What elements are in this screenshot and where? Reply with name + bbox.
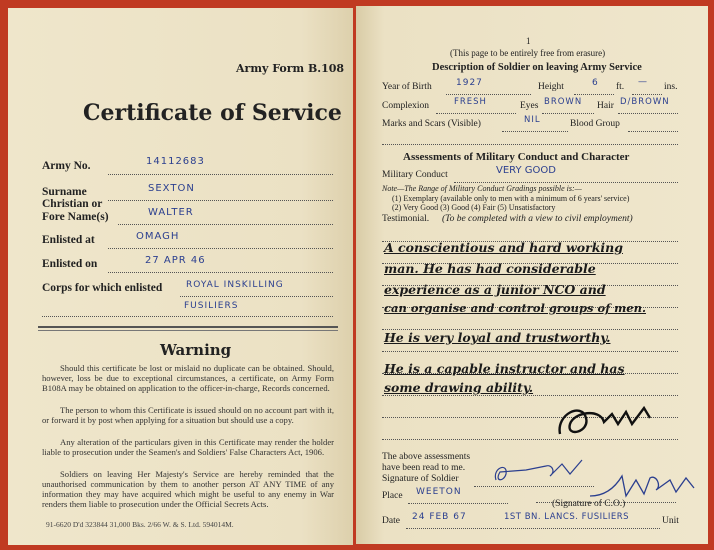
year-label: Year of Birth bbox=[382, 82, 432, 92]
enlisted-at-value: OMAGH bbox=[136, 231, 180, 242]
testimonial-line-4: can organise and control groups of men. bbox=[384, 301, 646, 315]
officer-signature bbox=[552, 394, 662, 444]
soldier-signature-label: Signature of Soldier bbox=[382, 474, 459, 484]
conduct-range-1: (1) Exemplary (available only to men with a minimum of 6 years' service) bbox=[392, 194, 630, 203]
height-label: Height bbox=[538, 82, 564, 92]
complexion-value: FRESH bbox=[454, 97, 487, 107]
date-value: 24 FEB 67 bbox=[412, 512, 467, 522]
print-footer: 91-6620 D'd 323844 31,000 Bks. 2/66 W. & S. Ltd. 594014M. bbox=[46, 520, 234, 529]
conduct-range-2: (2) Very Good (3) Good (4) Fair (5) Unsatisfactory bbox=[392, 203, 556, 212]
warning-paragraph-1: Should this certificate be lost or mislaid no duplicate can be obtained. Should, however, loss be due to exceptional circumstances, a certificate, on Army Form B108A may be obtained on application to the officer-in-charge, Records concerned. bbox=[42, 363, 334, 393]
testimonial-line-7: some drawing ability. bbox=[384, 380, 534, 395]
corps-value-2: FUSILIERS bbox=[184, 301, 239, 311]
form-number: Army Form B.108 bbox=[236, 62, 345, 75]
read-line-1: The above assessments bbox=[382, 452, 471, 462]
unit-label: Unit bbox=[662, 516, 679, 526]
corps-label: Corps for which enlisted bbox=[42, 282, 163, 294]
marks-value: NIL bbox=[524, 115, 541, 125]
corps-value-1: ROYAL INSKILLING bbox=[186, 280, 284, 290]
eyes-label: Eyes bbox=[520, 101, 539, 111]
warning-paragraph-2: The person to whom this Certificate is issued should on no account part with it, or forward it by post when applying for a situation but should use a copy. bbox=[42, 405, 334, 425]
feet-label: ft. bbox=[616, 82, 625, 92]
christian-label: Christian or bbox=[42, 198, 103, 210]
assessment-heading: Assessments of Military Conduct and Character bbox=[403, 151, 630, 163]
enlisted-at-label: Enlisted at bbox=[42, 234, 95, 246]
certificate-title: Certificate of Service bbox=[83, 100, 342, 126]
conduct-label: Military Conduct bbox=[382, 170, 448, 180]
enlisted-on-value: 27 APR 46 bbox=[145, 255, 206, 266]
testimonial-label: Testimonial. bbox=[382, 214, 430, 224]
complexion-label: Complexion bbox=[382, 101, 429, 111]
conduct-range-note: Note—The Range of Military Conduct Gradings possible is:— bbox=[382, 184, 582, 193]
enlisted-on-label: Enlisted on bbox=[42, 258, 98, 270]
hair-label: Hair bbox=[597, 101, 614, 111]
warning-title: Warning bbox=[160, 341, 232, 359]
height-feet-value: 6 bbox=[592, 78, 599, 88]
co-signature-label: (Signature of C.O.) bbox=[552, 499, 626, 509]
forename-value: WALTER bbox=[148, 207, 194, 218]
date-label: Date bbox=[382, 516, 400, 526]
height-inches-value: — bbox=[638, 77, 648, 87]
testimonial-line-2: man. He has had considerable bbox=[384, 261, 596, 276]
testimonial-note: (To be completed with a view to civil employment) bbox=[442, 214, 633, 224]
testimonial-line-1: A conscientious and hard working bbox=[384, 240, 623, 255]
forename-label: Fore Name(s) bbox=[42, 211, 109, 223]
army-no-value: 14112683 bbox=[146, 156, 205, 167]
inches-label: ins. bbox=[664, 82, 678, 92]
eyes-value: BROWN bbox=[544, 97, 583, 107]
warning-paragraph-3: Any alteration of the particulars given in this Certificate may render the holder liable to prosecution under the Seamen's and Soldiers' False Characters Act, 1906. bbox=[42, 437, 334, 457]
testimonial-line-5: He is very loyal and trustworthy. bbox=[384, 330, 611, 345]
blood-group-label: Blood Group bbox=[570, 119, 620, 129]
conduct-value: VERY GOOD bbox=[496, 165, 556, 176]
soldier-signature bbox=[486, 452, 596, 486]
place-label: Place bbox=[382, 491, 403, 501]
erasure-note: (This page to be entirely free from erasure) bbox=[450, 48, 606, 58]
read-line-2: have been read to me. bbox=[382, 463, 466, 473]
testimonial-line-3: experience as a junior NCO and bbox=[384, 282, 606, 297]
description-heading: Description of Soldier on leaving Army Service bbox=[432, 62, 642, 73]
warning-paragraph-4: Soldiers on leaving Her Majesty's Service are hereby reminded that the unauthorised communication by them to another person AT ANY TIME of any information they may have acquired which might be useful to any enemy in War renders them liable to prosecution under the Official Secrets Acts. bbox=[42, 469, 334, 509]
year-value: 1927 bbox=[456, 78, 483, 88]
page-number: 1 bbox=[526, 36, 531, 46]
surname-value: SEXTON bbox=[148, 183, 195, 194]
place-value: WEETON bbox=[416, 487, 462, 497]
right-page bbox=[356, 6, 708, 544]
marks-label: Marks and Scars (Visible) bbox=[382, 119, 481, 129]
hair-value: D/BROWN bbox=[620, 97, 670, 107]
left-page bbox=[8, 8, 353, 545]
surname-label: Surname bbox=[42, 186, 87, 198]
testimonial-line-6: He is a capable instructor and has bbox=[384, 361, 625, 376]
army-no-label: Army No. bbox=[42, 160, 91, 172]
unit-value: 1ST BN. LANCS. FUSILIERS bbox=[504, 512, 630, 522]
